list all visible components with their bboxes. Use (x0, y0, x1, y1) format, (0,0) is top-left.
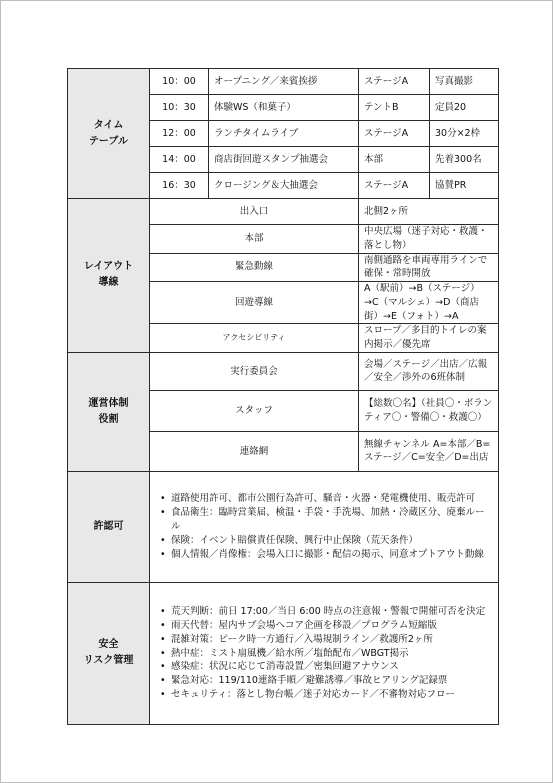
list-item: • 感染症：状況に応じて消毒設置／密集回避アナウンス (171, 660, 493, 674)
list-item: • 個人情報／肖像権：会場入口に撮影・配信の掲示、同意オプトアウト動線 (171, 548, 493, 562)
note-cell: 協賛PR (430, 173, 499, 199)
time-cell: 12：00 (150, 121, 209, 147)
layout-value-cell: 南側通路を車両専用ラインで確保・常時開放 (359, 253, 499, 282)
list-item: • 食品衛生：臨時営業届、検温・手袋・手洗場、加熱・冷蔵区分、廃棄ルール (171, 506, 493, 534)
timetable-row (68, 69, 499, 95)
org-value-cell: 無線チャンネル A=本部／B=ステージ／C=安全／D=出店 (359, 431, 499, 471)
org-label-cell: 連絡網 (150, 431, 359, 471)
program-cell: 体験WS（和菓子） (209, 95, 359, 121)
safety-row (68, 582, 499, 724)
time-cell: 14：00 (150, 147, 209, 173)
event-plan-table (67, 68, 499, 725)
layout-label-cell: 回遊導線 (150, 282, 359, 324)
place-cell: ステージA (359, 173, 430, 199)
program-cell: オープニング／来賓挨拶 (209, 69, 359, 95)
list-item: • 雨天代替：屋内サブ会場へコア企画を移設／プログラム短縮版 (171, 619, 493, 633)
permits-list-cell (150, 471, 499, 582)
time-cell: 10：30 (150, 95, 209, 121)
list-item: • 保険：イベント賠償責任保険、興行中止保険（荒天条件） (171, 534, 493, 548)
time-cell: 10：00 (150, 69, 209, 95)
permits-row (68, 471, 499, 582)
org-label-cell: スタッフ (150, 390, 359, 431)
layout-value-cell: 北側2ヶ所 (359, 199, 499, 225)
section-label-line: 役割 (98, 413, 119, 425)
safety-list-cell (150, 582, 499, 724)
list-item: • 緊急対応：119/110連絡手順／避難誘導／事故ヒアリング記録票 (171, 674, 493, 688)
section-label-line: タイム (93, 119, 124, 131)
time-cell: 16：30 (150, 173, 209, 199)
list-item: • 混雑対策：ピーク時一方通行／入場規制ライン／救護所2ヶ所 (171, 633, 493, 647)
list-item: • 熱中症：ミスト扇風機／給水所／塩飴配布／WBGT掲示 (171, 647, 493, 661)
timetable-section-label (68, 69, 150, 199)
place-cell: テントB (359, 95, 430, 121)
layout-label-cell: 緊急動線 (150, 253, 359, 282)
org-row (68, 352, 499, 390)
section-label-line: 運営体制 (88, 397, 129, 409)
section-label-line: レイアウト (83, 261, 134, 273)
note-cell: 定員20 (430, 95, 499, 121)
note-cell: 先着300名 (430, 147, 499, 173)
section-label-line: テーブル (88, 135, 129, 147)
layout-value-cell: 中央広場（迷子対応・救護・落とし物） (359, 225, 499, 254)
section-label-line: リスク管理 (83, 655, 134, 667)
layout-label-cell: 出入口 (150, 199, 359, 225)
list-item: • 荒天判断：前日 17:00／当日 6:00 時点の注意報・警報で開催可否を決定 (171, 605, 493, 619)
place-cell: 本部 (359, 147, 430, 173)
safety-section-label (68, 582, 150, 724)
layout-value-cell: A（駅前）→B（ステージ）→C（マルシェ）→D（商店街）→E（フォト）→A (359, 282, 499, 324)
note-cell: 30分×2枠 (430, 121, 499, 147)
org-section-label (68, 352, 150, 471)
org-value-cell: 会場／ステージ／出店／広報／安全／渉外の6班体制 (359, 352, 499, 390)
org-value-cell: 【総数〇名】（社員〇・ボランティア〇・警備〇・救護〇） (359, 390, 499, 431)
section-label-line: 安全 (98, 639, 119, 651)
program-cell: ランチタイムライブ (209, 121, 359, 147)
program-cell: 商店街回遊スタンプ抽選会 (209, 147, 359, 173)
layout-label-cell: アクセシビリティ (150, 324, 359, 353)
layout-value-cell: スロープ／多目的トイレの案内掲示／優先席 (359, 324, 499, 353)
org-label-cell: 実行委員会 (150, 352, 359, 390)
section-label-line: 導線 (98, 277, 119, 289)
place-cell: ステージA (359, 69, 430, 95)
list-item: • セキュリティ：落とし物台帳／迷子対応カード／不審物対応フロー (171, 688, 493, 702)
place-cell: ステージA (359, 121, 430, 147)
safety-list (155, 605, 493, 701)
permits-section-label: 許認可 (68, 471, 150, 582)
layout-label-cell: 本部 (150, 225, 359, 254)
list-item: • 道路使用許可、都市公園行為許可、騒音・火器・発電機使用、販売許可 (171, 492, 493, 506)
note-cell: 写真撮影 (430, 69, 499, 95)
layout-row (68, 199, 499, 225)
permits-list (155, 492, 493, 561)
program-cell: クロージング＆大抽選会 (209, 173, 359, 199)
layout-section-label (68, 199, 150, 353)
